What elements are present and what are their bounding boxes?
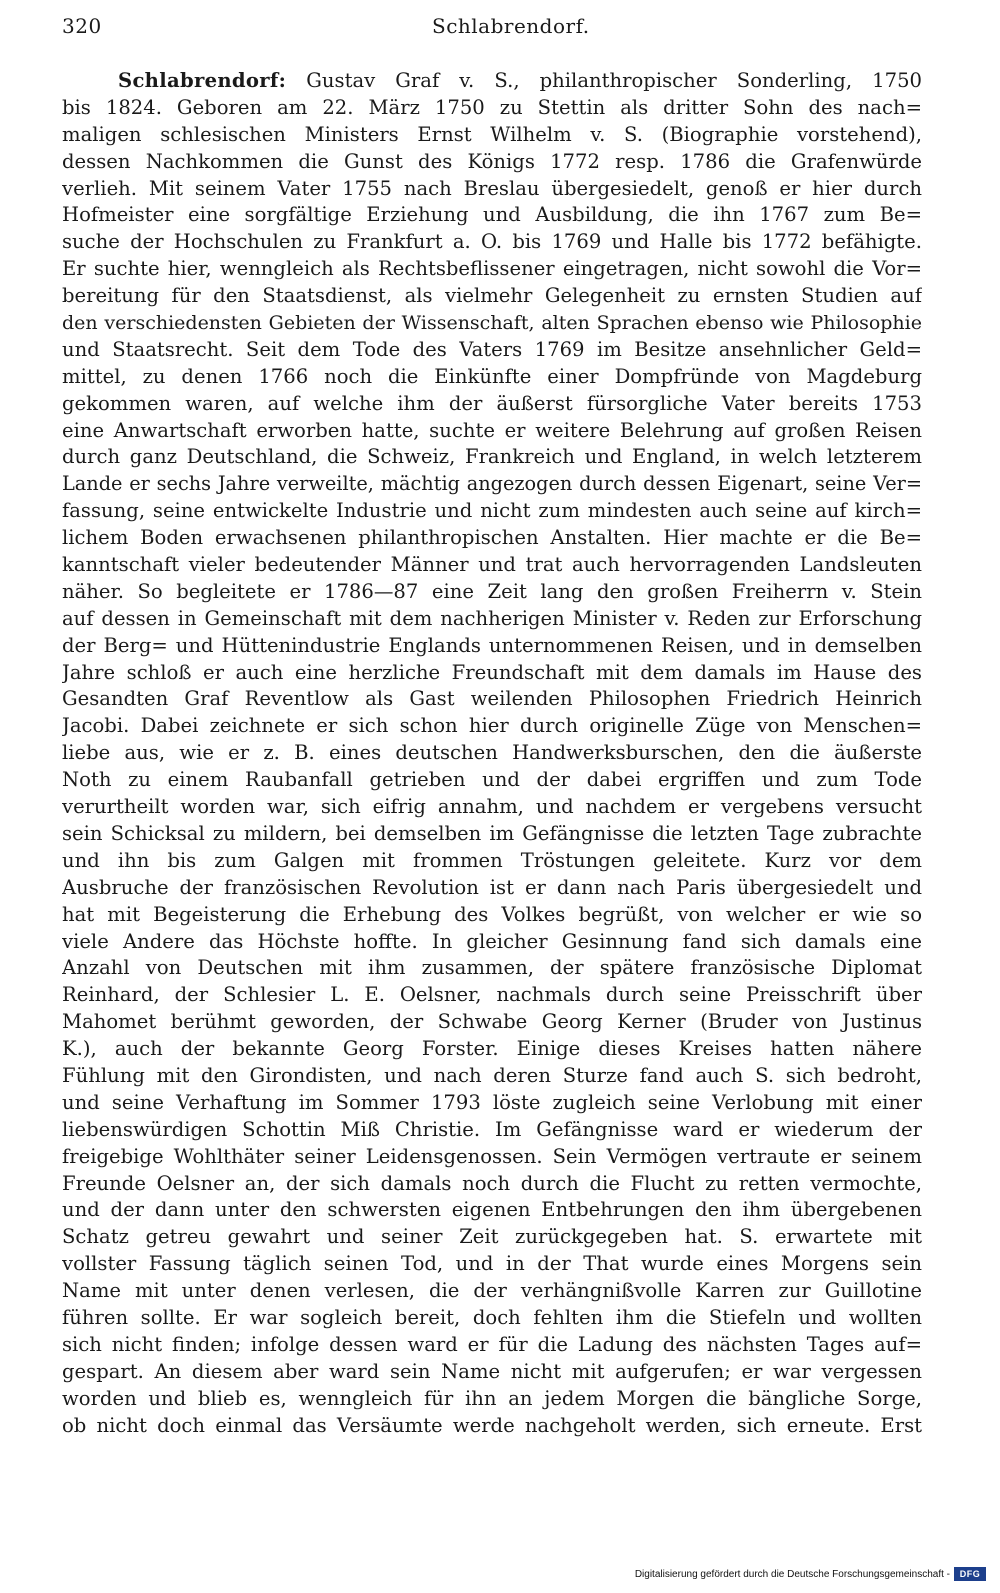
- text-line: gekommen waren, auf welche ihm der äußerst fürsorgliche Vater bereits 1753: [62, 391, 922, 415]
- text-line: auf dessen in Gemeinschaft mit dem nachherigen Minister v. Reden zur Erforschung: [62, 606, 922, 630]
- text-line: lichem Boden erwachsenen philanthropischen Anstalten. Hier machte er die Be=: [62, 526, 922, 550]
- text-line: Ausbruche der französischen Revolution ist er dann nach Paris übergesiedelt und: [62, 875, 922, 899]
- digitization-credit: [635, 1565, 986, 1583]
- text-line: liebe aus, wie er z. B. eines deutschen Handwerksburschen, den die äußerste: [62, 741, 922, 765]
- text-line: K.), auch der bekannte Georg Forster. Einige dieses Kreises hatten nähere: [62, 1037, 922, 1061]
- text-line: Hofmeister eine sorgfältige Erziehung und Ausbildung, die ihn 1767 zum Be=: [62, 203, 922, 227]
- text-line: sein Schicksal zu mildern, bei demselben im Gefängnisse die letzten Tage zubrachte: [62, 821, 922, 845]
- text-line: und ihn bis zum Galgen mit frommen Tröstungen geleitete. Kurz vor dem: [62, 848, 922, 872]
- running-title: Schlabrendorf.: [432, 14, 590, 38]
- text-line: hat mit Begeisterung die Erhebung des Volkes begrüßt, von welcher er wie so: [62, 902, 922, 926]
- headword: Schlabrendorf:: [118, 69, 287, 92]
- text-line: der Berg= und Hüttenindustrie Englands unternommenen Reisen, und in demselben: [62, 633, 922, 657]
- text-line: suche der Hochschulen zu Frankfurt a. O. bis 1769 und Halle bis 1772 befähigte.: [62, 230, 922, 254]
- text-line: und seine Verhaftung im Sommer 1793 löste zugleich seine Verlobung mit einer: [62, 1090, 922, 1114]
- text-line: führen sollte. Er war sogleich bereit, doch fehlten ihm die Stiefeln und wollten: [62, 1305, 922, 1329]
- text-line: Name mit unter denen verlesen, die der verhängnißvolle Karren zur Guillotine: [62, 1279, 922, 1303]
- text-line: viele Andere das Höchste hoffte. In gleicher Gesinnung fand sich damals eine: [62, 929, 922, 953]
- text-line: Er suchte hier, wenngleich als Rechtsbeflissener eingetragen, nicht sowohl die Vor=: [62, 257, 922, 281]
- text-line: bereitung für den Staatsdienst, als vielmehr Gelegenheit zu ernsten Studien auf: [62, 284, 922, 308]
- text-line: den verschiedensten Gebieten der Wissenschaft, alten Sprachen ebenso wie Philosophie: [62, 312, 922, 335]
- text-line: maligen schlesischen Ministers Ernst Wilhelm v. S. (Biographie vorstehend),: [62, 122, 922, 146]
- text-line: Gesandten Graf Reventlow als Gast weilenden Philosophen Friedrich Heinrich: [62, 687, 922, 711]
- text-line: freigebige Wohlthäter seiner Leidensgenossen. Sein Vermögen vertraute er seinem: [62, 1144, 922, 1168]
- text-line: Reinhard, der Schlesier L. E. Oelsner, nachmals durch seine Preisschrift über: [62, 983, 922, 1007]
- text-lines: [62, 95, 922, 1440]
- page-number: 320: [62, 14, 102, 38]
- text-line: verurtheilt worden war, sich eifrig annahm, und nachdem er vergebens versucht: [62, 795, 922, 819]
- credit-text: Digitalisierung gefördert durch die Deutsche Forschungsgemeinschaft -: [634, 1568, 950, 1580]
- text-line: kanntschaft vieler bedeutender Männer und trat auch hervorragenden Landsleuten: [62, 553, 922, 577]
- text-line: und der dann unter den schwersten eigenen Entbehrungen den ihm übergebenen: [62, 1198, 922, 1222]
- text-line: mittel, zu denen 1766 noch die Einkünfte einer Dompfründe von Magdeburg: [62, 364, 922, 388]
- text-line: Jacobi. Dabei zeichnete er sich schon hier durch originelle Züge von Menschen=: [62, 714, 922, 738]
- text-line: näher. So begleitete er 1786—87 eine Zeit lang den großen Freiherrn v. Stein: [62, 579, 922, 603]
- text-line: bis 1824. Geboren am 22. März 1750 zu Stettin als dritter Sohn des nach=: [62, 95, 922, 119]
- text-line: eine Anwartschaft erworben hatte, suchte er weitere Belehrung auf großen Reisen: [62, 418, 922, 442]
- text-line: Lande er sechs Jahre verweilte, mächtig angezogen durch dessen Eigenart, seine Ver=: [62, 472, 922, 496]
- dfg-logo: DFG: [954, 1567, 986, 1581]
- text-line: gespart. An diesem aber ward sein Name nicht mit aufgerufen; er war vergessen: [62, 1359, 922, 1383]
- text-line: ob nicht doch einmal das Versäumte werde nachgeholt werden, sich erneute. Erst: [62, 1413, 922, 1437]
- text-line: vollster Fassung täglich seinen Tod, und in der That wurde eines Morgens sein: [62, 1252, 922, 1276]
- article-first-line: [62, 68, 922, 95]
- text-line: Noth zu einem Raubanfall getrieben und der dabei ergriffen und zum Tode: [62, 768, 922, 792]
- article-body: [62, 68, 922, 1439]
- text-line: Anzahl von Deutschen mit ihm zusammen, der spätere französische Diplomat: [62, 956, 922, 980]
- text-line: und Staatsrecht. Seit dem Tode des Vaters 1769 im Besitze ansehnlicher Geld=: [62, 337, 922, 361]
- running-head: [62, 14, 922, 48]
- text-line: liebenswürdigen Schottin Miß Christie. Im Gefängnisse ward er wiederum der: [62, 1117, 922, 1141]
- text-line: Freunde Oelsner an, der sich damals noch durch die Flucht zu retten vermochte,: [62, 1171, 922, 1195]
- text-line: verlieh. Mit seinem Vater 1755 nach Breslau übergesiedelt, genoß er hier durch: [62, 176, 922, 200]
- text-line: Schatz getreu gewahrt und seiner Zeit zurückgegeben hat. S. erwartete mit: [62, 1225, 922, 1249]
- first-line-text: Gustav Graf v. S., philanthropischer Sonderling, 1750: [286, 69, 922, 92]
- text-line: Jahre schloß er auch eine herzliche Freundschaft mit dem damals im Hause des: [62, 660, 922, 684]
- text-line: sich nicht finden; infolge dessen ward er für die Ladung des nächsten Tages auf=: [62, 1332, 922, 1356]
- text-line: Mahomet berühmt geworden, der Schwabe Georg Kerner (Bruder von Justinus: [62, 1010, 922, 1034]
- text-line: durch ganz Deutschland, die Schweiz, Frankreich und England, in welch letzterem: [62, 445, 922, 469]
- text-line: fassung, seine entwickelte Industrie und nicht zum mindesten auch seine auf kirch=: [62, 499, 922, 523]
- text-line: worden und blieb es, wenngleich für ihn an jedem Morgen die bängliche Sorge,: [62, 1386, 922, 1410]
- text-line: dessen Nachkommen die Gunst des Königs 1772 resp. 1786 die Grafenwürde: [62, 149, 922, 173]
- text-line: Fühlung mit den Girondisten, und nach deren Sturze fand auch S. sich bedroht,: [62, 1063, 922, 1087]
